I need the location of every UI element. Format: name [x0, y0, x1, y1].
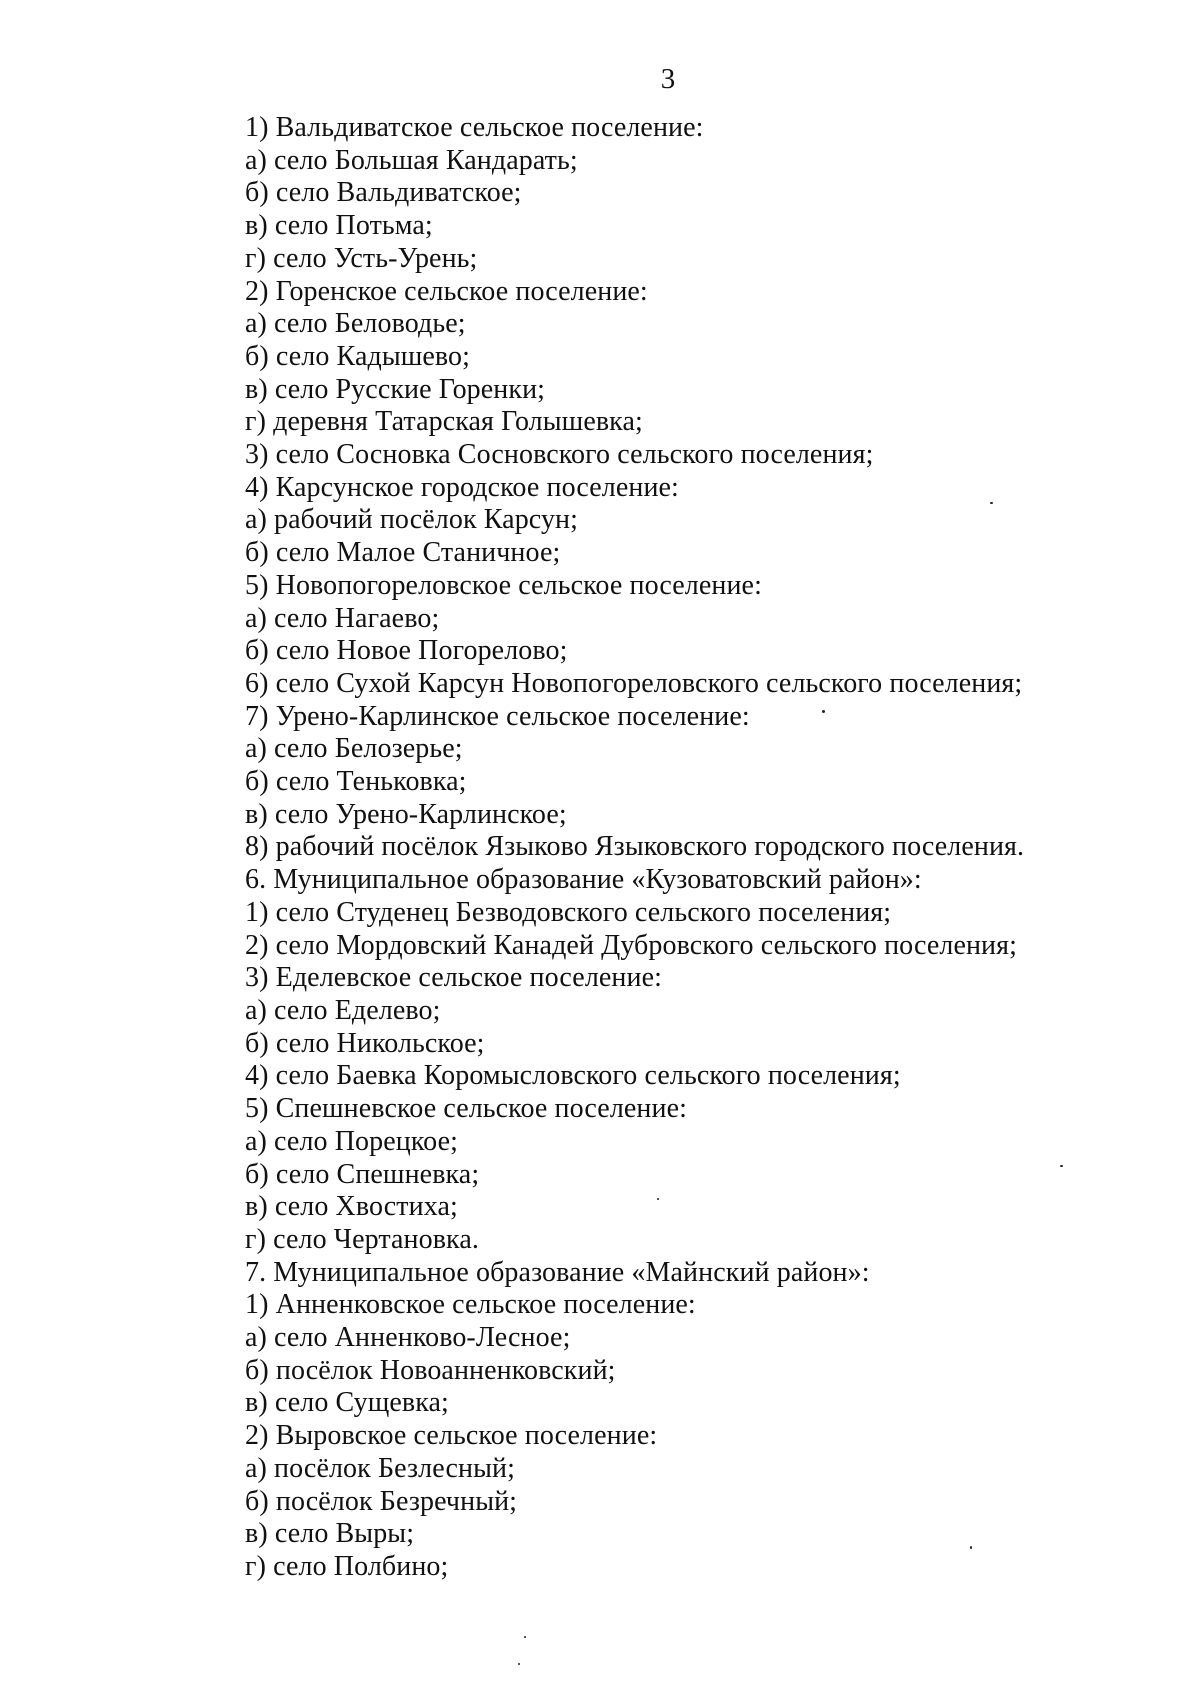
list-item: а) село Порецкое; — [245, 1125, 458, 1157]
list-item: 2) село Мордовский Канадей Дубровского сельского поселения; — [245, 929, 1018, 961]
scan-speck — [822, 710, 825, 713]
list-item: б) посёлок Безречный; — [245, 1485, 518, 1517]
list-item: 1) Анненковское сельское поселение: — [245, 1289, 696, 1321]
list-item: в) село Русские Горенки; — [245, 373, 546, 405]
list-item: 5) Спешневское сельское поселение: — [245, 1093, 687, 1125]
list-item: б) село Малое Станичное; — [245, 537, 561, 569]
page-number: 3 — [660, 63, 676, 95]
scan-speck — [990, 502, 993, 504]
list-item: а) село Большая Кандарать; — [245, 144, 578, 176]
scan-speck — [657, 1198, 659, 1200]
list-item: б) село Спешневка; — [245, 1158, 480, 1190]
list-item: а) село Беловодье; — [245, 308, 466, 340]
list-item: г) село Полбино; — [245, 1550, 449, 1582]
list-item: а) рабочий посёлок Карсун; — [245, 504, 579, 536]
list-item: 2) Выровское сельское поселение: — [245, 1420, 658, 1452]
list-item: б) посёлок Новоанненковский; — [245, 1354, 616, 1386]
list-item: а) село Нагаево; — [245, 602, 440, 634]
list-item: б) село Вальдиватское; — [245, 177, 522, 209]
list-item: 4) село Баевка Коромысловского сельского поселения; — [245, 1060, 901, 1092]
list-item: 3) Еделевское сельское поселение: — [245, 962, 663, 994]
list-item: 8) рабочий посёлок Языково Языковского городского поселения. — [245, 831, 1025, 863]
list-item: в) село Урено-Карлинское; — [245, 798, 567, 830]
list-item: г) село Усть-Урень; — [245, 242, 478, 274]
settlement-list — [245, 112, 1024, 1584]
list-item: в) село Выры; — [245, 1518, 415, 1550]
list-item: 5) Новопогореловское сельское поселение: — [245, 569, 762, 601]
list-item: б) село Никольское; — [245, 1027, 485, 1059]
list-item: а) посёлок Безлесный; — [245, 1452, 515, 1484]
scan-speck — [1060, 1165, 1063, 1167]
list-item: а) село Белозерье; — [245, 733, 463, 765]
list-item: 3) село Сосновка Сосновского сельского поселения; — [245, 439, 874, 471]
list-item: 1) село Студенец Безводовского сельского поселения; — [245, 896, 892, 928]
list-item: г) деревня Татарская Голышевка; — [245, 406, 643, 438]
list-item: г) село Чертановка. — [245, 1223, 479, 1255]
list-item: 4) Карсунское городское поселение: — [245, 471, 679, 503]
list-item: б) село Кадышево; — [245, 340, 471, 372]
list-item: 1) Вальдиватское сельское поселение: — [245, 112, 704, 143]
list-item: 6. Муниципальное образование «Кузоватовский район»: — [245, 864, 922, 896]
scan-speck — [970, 1546, 972, 1549]
list-item: в) село Потьма; — [245, 210, 433, 242]
list-item: а) село Еделево; — [245, 994, 441, 1026]
list-item: 7) Урено-Карлинское сельское поселение: — [245, 700, 750, 732]
list-item: 7. Муниципальное образование «Майнский район»: — [245, 1256, 870, 1288]
list-item: 6) село Сухой Карсун Новопогореловского сельского поселения; — [245, 667, 1023, 699]
list-item: а) село Анненково-Лесное; — [245, 1322, 571, 1354]
list-item: б) село Теньковка; — [245, 766, 467, 798]
list-item: в) село Хвостиха; — [245, 1191, 458, 1223]
list-item: б) село Новое Погорелово; — [245, 635, 568, 667]
list-item: в) село Сущевка; — [245, 1387, 449, 1419]
list-item: 2) Горенское сельское поселение: — [245, 275, 648, 307]
scan-speck — [518, 1663, 520, 1665]
scan-speck — [524, 1636, 526, 1638]
